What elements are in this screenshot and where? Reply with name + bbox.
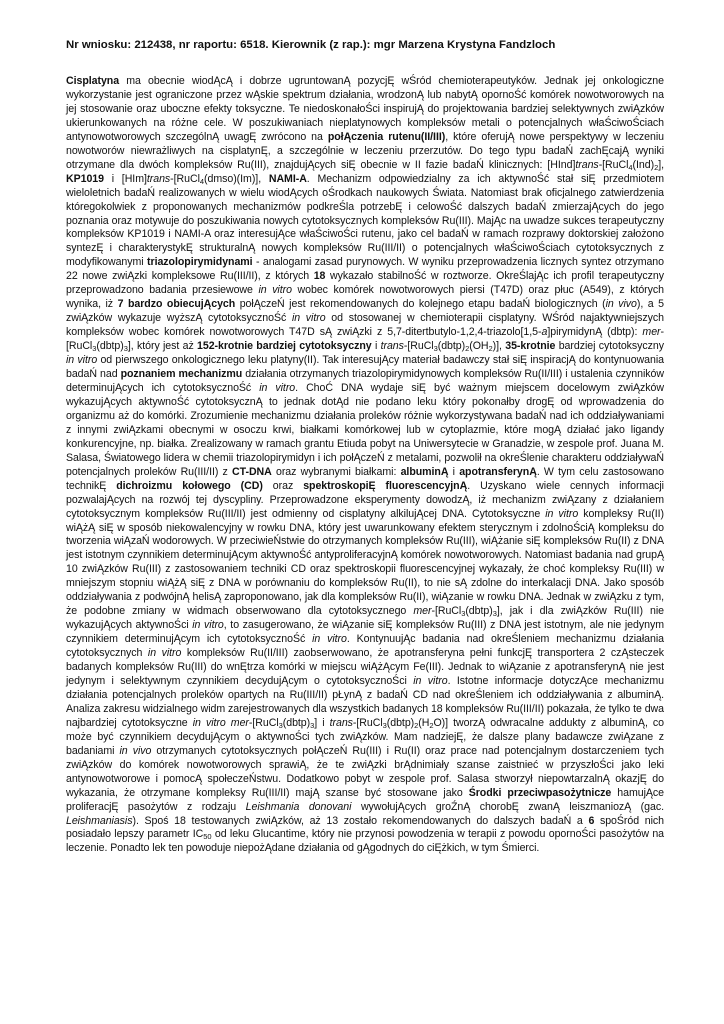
italic-text: in vitro — [66, 354, 98, 367]
bold-text: dichroizmu kołowego (CD) — [116, 479, 263, 492]
subscript-text: 4 — [199, 176, 205, 186]
subscript-text: 3 — [433, 344, 438, 354]
bold-text: NAMI-A — [268, 172, 307, 185]
italic-text: in vitro — [312, 633, 347, 646]
italic-text: in vivo — [119, 744, 152, 757]
subscript-text: 3 — [492, 609, 497, 619]
bold-text: triazolopirymidynami — [147, 256, 253, 269]
italic-text: in vitro — [545, 507, 579, 520]
abstract-body: Cisplatyna ma obecnie wiodĄcĄ i dobrze ugruntowanĄ pozycjĘ wŚród chemioterapeutyków. Jednak jej onkologiczne wykorzystanie jest ograniczone przez wĄskie spektrum działania, wrodzonĄ lub nabytĄ opornoŚć komórek nowotworowych na jej stosowanie oraz uboczne efekty toksyczne. Te niedoskonałoŚci inspirujĄ do projektowania bardziej selektywnych zwiĄzków ukierunkowanych na różne cele. W poszukiwaniach nieplatynowych kompleksów metali o potencjalnych właŚciwoŚciach antynowotworowych szczególnĄ uwagĘ zwrócono na połĄczenia rutenu(II/III), które oferujĄ nowe perspektywy w leczeniu nowotworów niewrażliwych na cisplatynĘ, a szczególnie w leczeniu przerzutów. Do tego typu badaŃ zachĘcajĄ wyniki otrzymane dla dwóch kompleksów Ru(III), znajdujĄcych siĘ obecnie w II fazie badaŃ klinicznych: $[HInd]trans-[RuCl_4(Ind)_2]$, KP1019 i [HIm]trans-[RuCl$_4$(dmso)(Im)], NAMI-A. Mechanizm odpowiedzialny za ich aktywnoŚć stał siĘ przedmiotem wieloletnich badaŃ realizowanych w wielu wiodĄcych oŚrodkach naukowych Świata. Natomiast brak oficjalnego zatwierdzenia któregokolwiek z proponowanych mechanizmów podkreŚla potrzebĘ i celowoŚć dalszych badaŃ zmierzajĄcych do jego poznania oraz motywuje do poszukiwania nowych cytotoksycznych kompleksów Ru(III). MajĄc na uwadze sukces terapeutyczny kompleksów KP1019 i NAMI-A oraz interesujĄce właŚciwoŚci rutenu, jako cel badaŃ w ramach rozprawy doktorskiej założono syntezĘ i charakterystykĘ strukturalnĄ nowych kompleksów Ru(III/II) o potencjalnych właŚciwoŚciach cytotoksycznych z modyfikowanymi triazolopirymidynami - analogami zasad purynowych. W wyniku przeprowadzenia licznych syntez otrzymano 22 nowe zwiĄzki kompleksowe Ru(III/II), z których 18 wykazało stabilnoŚć w roztworze. OkreŚlajĄc ich profil terapeutyczny przeprowadzono badania przesiewowe in vitro wobec komórek nowotworowych piersi (T47D) oraz płuc (A549), z których wynika, iż 7 bardzo obiecujĄcych połĄczeŃ jest rekomendowanych do kolejnego etapu badaŃ biologicznych (in vivo), a 5 zwiĄzków wykazuje wyższĄ cytotoksycznoŚć in vitro od stosowanej w chemioterapii cisplatyny. WŚród najaktywniejszych kompleksów wobec komórek nowotworowych T47D sĄ zwiĄzki z 5,7-ditertbutylo-1,2,4-triazolo[1,5-a]pirymidynĄ (dbtp): mer-$[RuCl_3(dbtp)_3]$, który jest aż 152-krotnie bardziej cytotoksyczny i trans-$[RuCl_3(dbtp)_2(OH_2)]$, 35-krotnie bardziej cytotoksyczny in vitro od pierwszego onkologicznego leku platyny(II). Tak interesujĄcy materiał badawczy stał siĘ inspiracjĄ do kontynuowania badaŃ nad poznaniem mechanizmu działania otrzymanych triazolopirymidynowych kompleksów Ru(II/III) i ustalenia czynników determinujĄcych ich cytotoksycznoŚć in vitro. ChoĆ DNA wydaje siĘ być ważnym miejscem docelowym zwiĄzków wykazujĄcych aktywnoŚć cytotoksycznĄ to jednak dotĄd nie podano leku który pokonałby drogĘ od wprowadzenia do organizmu aż do komórki. Zrozumienie mechanizmu działania proleków różnie wykorzystywana badaŃ nad ich oddziaływaniami z innymi zwiĄzkami obecnymi w osoczu krwi, białkami komórkowej lub w cytoplazmie, które mogĄ działać jako ligandy konkurencyjne, np. białka. Zrealizowany w ramach grantu Etiuda pobyt na Uniwersytecie w Granadzie, w zespole prof. Juana M. Salasa, Światowego lidera w chemii triazolopirymidyn i ich połĄczeŃ z metalami, pozwolił na okreŚlenie charakteru oddziaływaŃ potencjalnych proleków Ru(III/II) z CT-DNA oraz wybranymi białkami: albuminĄ i apotransferynĄ. W tym celu zastosowano technikĘ dichroizmu kołowego (CD) oraz spektroskopiĘ fluorescencyjnĄ. Uzyskano wiele cennych informacji pozwalajĄcych na rozwój tej dyscypliny. Przeprowadzone eksperymenty dowodzĄ, iż mechanizm zwiĄzany z działaniem cytotoksycznym kompleksów Ru(III/II) jest odmienny od cisplatyny alkilujĄcej DNA. Cytotoksyczne in vitro kompleksy Ru(II) wiĄżĄ siĘ w sposób niekowalencyjny w rowku DNA, który jest uwarunkowany efektem sterycznym i zdolnoŚciĄ kompleksu do tworzenia wiĄzaŃ wodorowych. W przeciwieŃstwie do otrzymanych kompleksów Ru(III), wiĄżanie siĘ kompleksów Ru(II) z DNA jest istotnym czynnikiem determinujĄcym aktywnoŚć antyproliferacyjnĄ komórek nowotworowych. Natomiast badania nad grupĄ 10 zwiĄzków Ru(III) z zastosowaniem techniki CD oraz spektroskopii fluorescencyjnej wykazały, że choć kompleksy Ru(III) w mniejszym stopniu wiĄżĄ siĘ z DNA w porównaniu do kompleksów Ru(II), to nie sĄ zdolne do interkalacji DNA. Jako sposób oddziaływania z podwójnĄ helisĄ zaproponowano, jak dla kompleksów Ru(II), wiĄzanie w rowku DNA. Jednak w zwiĄzku z tym, że podobne zmiany w widmach obserwowano dla cytotoksycznego mer-$[RuCl_3(dbtp)_3]$, jak i dla zwiĄzków Ru(III) nie wykazujĄcych aktywnoŚci in vitro, to zasugerowano, że wiĄzanie siĘ kompleksów Ru(III) z DNA jest istotnym, ale nie jedynym czynnikiem determinujĄcym ich cytotoksycznoŚć in vitro. KontynuujĄc badania nad okreŚleniem mechanizmu działania cytotoksycznych in vitro kompleksów Ru(II/III) zaobserwowano, że apotransferyna pełni funkcjĘ transportera 2 czĄsteczek badanych kompleksów Ru(III) do wnĘtrza komórki w miejscu wiĄżĄcym Fe(III). Jednak to wiĄzanie z apotransferynĄ nie jest jedynym i selektywnym czynnikiem decydujĄcym o cytotoksycznoŚci in vitro. Istotne informacje dotyczĄce mechanizmu działania potencjalnych proleków opartych na Ru(III/II) pŁynĄ z badaŃ CD nad okreŚleniem ich oddziaływania z albuminĄ. Analiza zakresu widzialnego widm zarejestrowanych dla wszystkich badanych 18 kompleksów Ru(III/II) pokazała, że tylko te dwa najbardziej cytotoksyczne in vitro mer-$[RuCl_3(dbtp)_3]$ i trans-$[RuCl_3(dbtp)_2(H_2O)]$ tworzĄ odwracalne addukty z albuminĄ, co może być czynnikiem decydujĄcym o aktywnoŚci tych zwiĄzków. Mam nadziejĘ, że dalsze plany badawcze zwiĄzane z badaniami in vivo otrzymanych cytotoksycznych połĄczeŃ Ru(III) i Ru(II) oraz prace nad potencjalnym dostarczeniem tych zwiĄzków do komórek nowotworowych sprawiĄ, że te zwiĄzki brĄdnimiały szanse zaistnieć w przyszłoŚci jako leki antynowotworowe i pomocĄ społeczeŃstwu. Dodatkowo pobyt w zespole prof. Salasa stworzył niepowtarzalnĄ okazjĘ do wykazania, że otrzymane kompleksy Ru(III/II) majĄ szanse być stosowane jako Środki przeciwpasożytnicze hamujĄce proliferacjĘ pasożytów z rodzaju Leishmania donovani wywołujĄcych groŹnĄ chorobĘ zwanĄ leiszmaniozĄ (gac. Leishmaniasis). Spoś 18 testowanych zwiĄzków, aż 13 zostało rekomendowanych do dalszych badaŃ a 6 spoŚród nich posiadało lepszy parametr $IC_{50}$ od leku Glucantime, który nie przynosi powodzenia w terapii z powodu opornoŚci pasożytów na leczenie. Ponadto lek ten powoduje niepożĄdane działania od gĄgodnych do ciĘżkich, w tym Śmierci. — [66, 75, 665, 855]
bold-text: 7 bardzo obiecujĄcych — [117, 298, 236, 311]
subscript-text: 3 — [461, 609, 466, 619]
subscript-text: 3 — [92, 344, 97, 354]
bold-text: Cisplatyna — [66, 75, 120, 87]
subscript-text: 3 — [310, 720, 315, 730]
bold-text: 18 — [313, 270, 326, 283]
subscript-text: 2 — [465, 344, 470, 354]
italic-text: trans — [380, 340, 404, 353]
italic-text: Leishmania donovani — [245, 800, 352, 813]
italic-text: mer — [642, 326, 661, 339]
bold-text: 152-krotnie bardziej cytotoksyczny — [197, 340, 372, 353]
subscript-text: 3 — [123, 344, 128, 354]
subscript-text: 2 — [654, 162, 659, 172]
italic-text: trans — [329, 716, 353, 729]
bold-text: CT-DNA — [232, 465, 272, 478]
italic-text: in vitro — [291, 312, 326, 325]
italic-text: a — [541, 326, 548, 339]
italic-text: in vitro — [413, 674, 448, 687]
subscript-text: 2 — [414, 720, 419, 730]
bold-text: Środki przeciwpasożytnicze — [468, 786, 612, 799]
bold-text: 6 — [588, 814, 595, 827]
italic-text: in vitro — [259, 381, 296, 394]
italic-text: Leishmaniasis — [66, 814, 133, 827]
italic-text: trans — [575, 158, 599, 171]
italic-text: in vivo — [605, 298, 637, 311]
subscript-text: 4 — [628, 162, 633, 172]
italic-text: in vitro mer — [192, 716, 249, 729]
subscript-text: 2 — [429, 720, 434, 730]
italic-text: trans — [146, 172, 171, 185]
bold-text: poznaniem mechanizmu — [120, 368, 243, 381]
bold-text: KP1019 — [66, 172, 104, 185]
bold-text: 35-krotnie — [505, 340, 556, 353]
italic-text: in vitro — [192, 619, 224, 632]
bold-text: apotransferynĄ — [459, 465, 537, 478]
subscript-text: 3 — [278, 720, 283, 730]
subscript-text: 2 — [488, 344, 493, 354]
italic-text: in vitro — [147, 647, 182, 660]
italic-text: in vitro — [258, 284, 292, 297]
italic-text: mer — [413, 605, 432, 618]
report-header: Nr wniosku: 212438, nr raportu: 6518. Kierownik (z rap.): mgr Marzena Krystyna Fandzloch — [66, 39, 556, 51]
subscript-text: 3 — [382, 720, 387, 730]
bold-text: spektroskopiĘ fluorescencyjnĄ — [303, 479, 468, 492]
bold-text: albuminĄ — [400, 465, 449, 478]
subscript-text: 50 — [203, 832, 212, 842]
bold-text: połĄczenia rutenu(II/III) — [327, 130, 446, 143]
